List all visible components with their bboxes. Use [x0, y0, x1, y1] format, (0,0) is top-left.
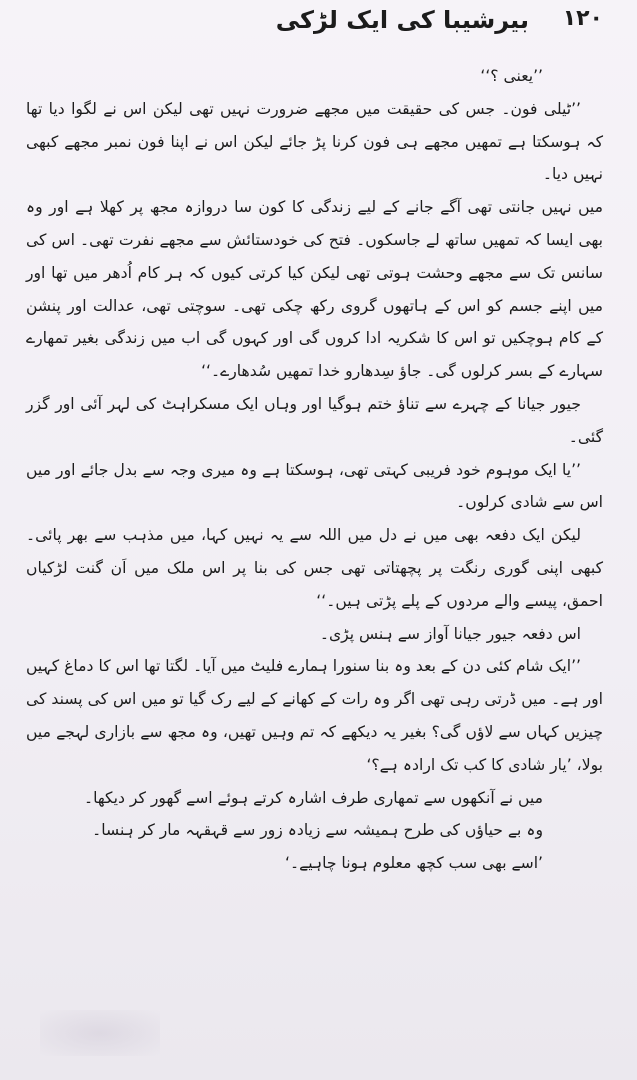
paragraph-8: ’’ایک شام کئی دن کے بعد وہ بنا سنورا ہمارے فلیٹ میں آیا۔ لگتا تھا اس کا دماغ کہیں اور ہے۔ میں ڈرتی رہی تھی اگر وہ رات کے کھانے کے لیے رک گیا تو میں اس کی پسند کی چیزیں کہاں سے لاؤں گی؟ بغیر یہ دیکھے کہ تم وہیں تھیں، وہ مجھ سے بازاری لہجے میں بولا، ’یار شادی کا کب تک ارادہ ہے؟‘ — [26, 657, 603, 774]
page-header — [26, 6, 603, 46]
paragraph-2: ’’ٹیلی فون۔ جس کی حقیقت میں مجھے ضرورت نہیں تھی لیکن اس نے لگوا دیا تھا کہ ہوسکتا ہے تمھیں مجھے ہی فون کرنا پڑ جائے لیکن اس نے اپنا فون نمبر مجھے کبھی نہیں دیا۔ — [26, 99, 603, 184]
paper-stain — [40, 1010, 160, 1056]
paragraph-10: وہ بے حیاؤں کی طرح ہمیشہ سے زیادہ زور سے قہقہہ مار کر ہنسا۔ — [92, 821, 543, 840]
paragraph-9: میں نے آنکھوں سے تمھاری طرف اشارہ کرتے ہوئے اسے گھور کر دیکھا۔ — [83, 788, 543, 807]
paragraph-11: ’اسے بھی سب کچھ معلوم ہونا چاہیے۔‘ — [285, 854, 543, 873]
paragraph-4: جیور جیانا کے چہرے سے تناؤ ختم ہوگیا اور وہاں ایک مسکراہٹ کی لہر آئی اور گزر گئی۔ — [26, 394, 603, 446]
running-title: بیرشیبا کی ایک لڑکی — [275, 6, 529, 34]
paragraph-3: میں نہیں جانتی تھی آگے جانے کے لیے زندگی کا کون سا دروازہ مجھ پر کھلا ہے اور وہ بھی ایسا کہ تمھیں ساتھ لے جاسکوں۔ فتح کی خودستائش سے مجھے نفرت تھی۔ اس کی سانس تک سے مجھے وحشت ہوتی تھی لیکن کیا کرتی کیوں کہ ہر کام اُدھر میں تھا اور میں اپنے جسم کو اس کے ہاتھوں گروی رکھ چکی تھی۔ سوچتی تھی، عدالت اور پنشن کے کام ہوچکیں تو اس کا شکریہ ادا کروں گی اور کہوں گی اب میں زندگی بغیر تمھارے سہارے کے بسر کرلوں گی۔ جاؤ سِدھارو خدا تمھیں سُدھارے۔‘‘ — [26, 198, 603, 381]
paragraph-5: ’’یا ایک موہوم خود فریبی کہتی تھی، ہوسکتا ہے وہ میری وجہ سے بدل جائے اور میں اس سے شادی کرلوں۔ — [26, 460, 603, 512]
paragraph-7: اس دفعہ جیور جیانا آواز سے ہنس پڑی۔ — [319, 624, 581, 643]
paragraph-1: ’’یعنی ؟‘‘ — [480, 67, 543, 85]
paragraph-6: لیکن ایک دفعہ بھی میں نے دل میں اللہ سے یہ نہیں کہا، میں مذہب سے بھر پائی۔ کبھی اپنی گوری رنگت پر پچھتاتی تھی جس کی بنا پر اس ملک میں اَن گنت لڑکیاں احمق، پیسے والے مردوں کے پلے پڑتی ہیں۔‘‘ — [26, 526, 603, 610]
page-number: ۱۲۰ — [562, 6, 603, 31]
page-body — [26, 60, 603, 880]
